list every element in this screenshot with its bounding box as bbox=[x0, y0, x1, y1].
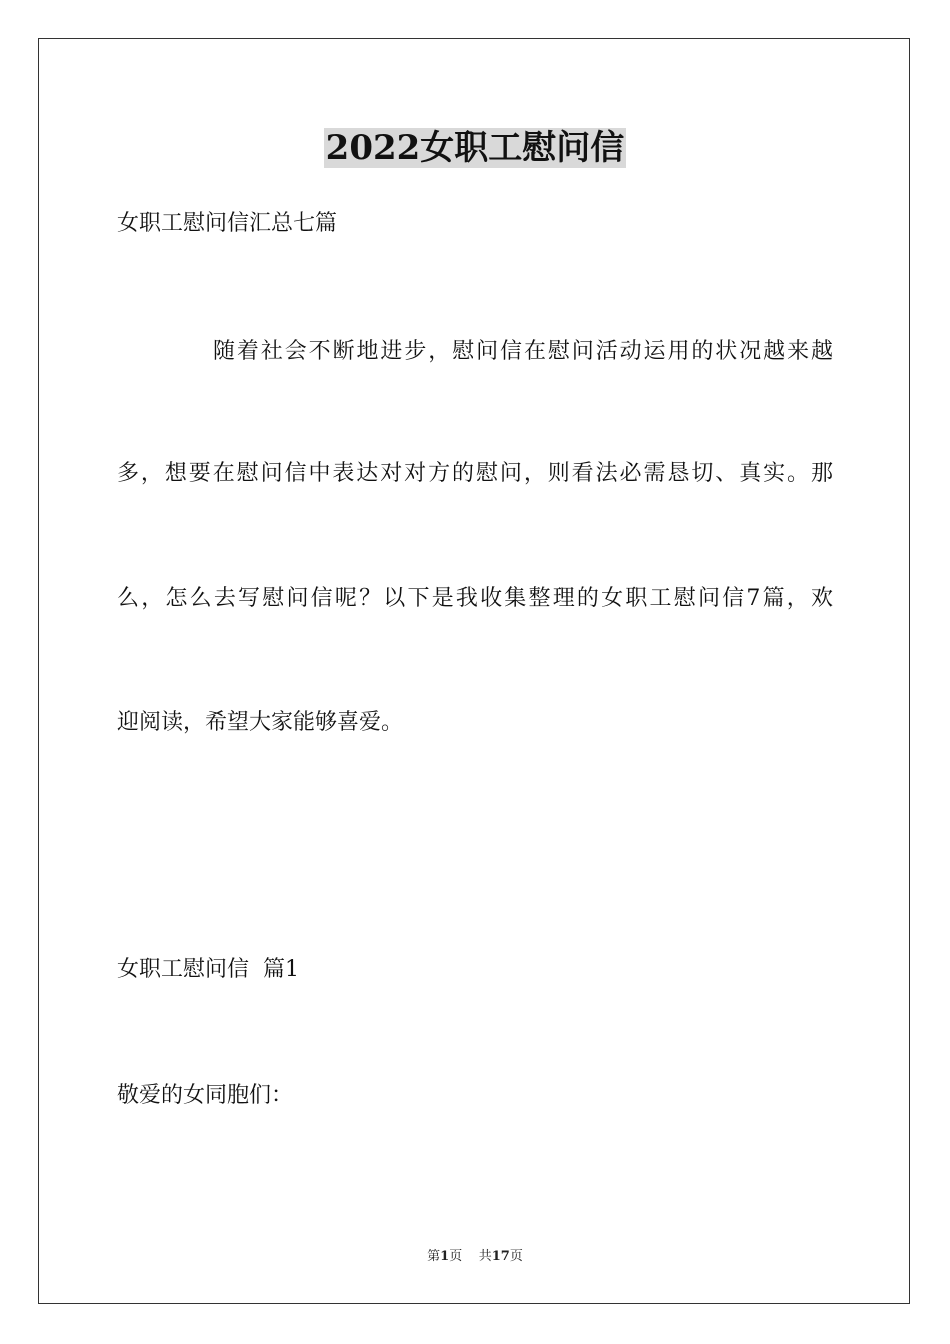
intro-line-2: 多，想要在慰问信中表达对对方的慰问，则看法必需恳切、真实。那 bbox=[117, 461, 833, 486]
footer-total-suffix: 页 bbox=[509, 1249, 523, 1264]
intro-line-3: 么，怎么去写慰问信呢？以下是我收集整理的女职工慰问信7篇，欢 bbox=[117, 586, 833, 611]
section-heading: 女职工慰问信 篇1 bbox=[117, 957, 299, 982]
intro-line-1: 随着社会不断地进步，慰问信在慰问活动运用的状况越来越 bbox=[213, 339, 833, 364]
footer-total-prefix: 共 bbox=[478, 1249, 492, 1264]
document-title-text: 2022女职工慰问信 bbox=[325, 128, 625, 168]
document-subtitle: 女职工慰问信汇总七篇 bbox=[117, 211, 338, 236]
intro-line-4: 迎阅读，希望大家能够喜爱。 bbox=[117, 710, 404, 735]
footer-page-suffix: 页 bbox=[449, 1249, 463, 1264]
footer-total-pages: 17 bbox=[491, 1249, 510, 1264]
footer-current-page: 1 bbox=[440, 1249, 450, 1264]
page-footer bbox=[0, 1248, 950, 1266]
salutation: 敬爱的女同胞们： bbox=[117, 1083, 294, 1108]
document-title bbox=[0, 128, 950, 168]
footer-prefix: 第 bbox=[427, 1249, 441, 1264]
